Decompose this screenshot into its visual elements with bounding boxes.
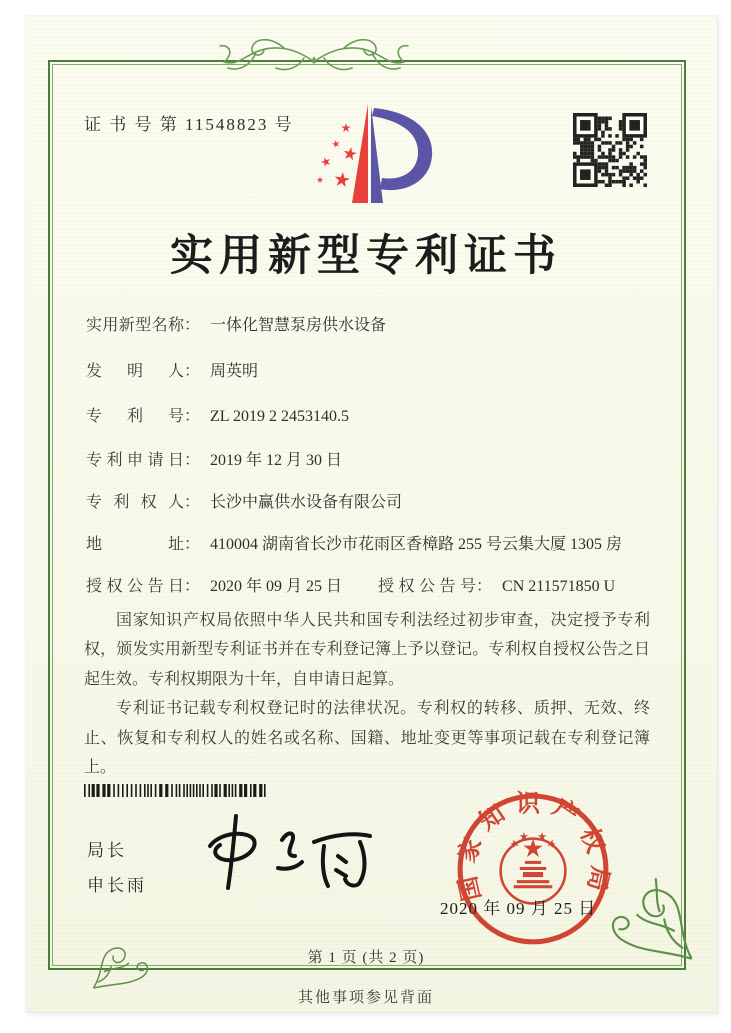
field-colon: ： [184,578,201,595]
field-colon: ： [184,494,201,511]
field-colon: ： [184,408,201,425]
commissioner-name: 申长雨 [87,876,147,895]
field-label: 专利权人 [86,494,184,511]
cnipa-official-seal [452,788,614,950]
legal-paragraph-1: 国家知识产权局依照中华人民共和国专利法经过初步审查，决定授予专利权，颁发实用新型专利证书并在专利登记簿上予以登记。专利权自授权公告之日起生效。专利权期限为十年，自申请日起算。 [84,612,650,688]
legal-paragraph-2: 专利证书记载专利权登记时的法律状况。专利权的转移、质押、无效、终止、恢复和专利权人的姓名或名称、国籍、地址变更等事项记载在专利登记簿上。 [84,700,650,777]
certificate-number: 证 书 号 第 11548823 号 [84,115,294,134]
commissioner-title: 局长 [87,841,127,860]
field-row-patent-number [86,403,666,426]
seal-date: 2020 年 09 月 25 日 [440,899,597,918]
certificate-title: 实用新型专利证书 [170,233,562,280]
barcode [84,784,270,797]
legal-text [84,606,650,783]
field-label: 实用新型名称 [86,317,184,334]
field-colon: ： [184,363,201,380]
field-value: 周英明 [210,363,259,380]
field-row-patentee [86,489,666,512]
back-side-note: 其他事项参见背面 [297,990,434,1006]
field-colon: ： [184,536,201,553]
national-emblem [501,832,566,903]
grant-number-value: CN 211571850 U [502,578,616,595]
field-row-address [86,531,666,554]
field-colon: ： [476,578,493,595]
qr-code [573,113,647,187]
field-row-inventor [86,358,666,381]
certificate-page [26,16,717,1012]
field-row-filing-date [86,447,666,470]
field-value: 一体化智慧泵房供水设备 [210,317,387,334]
field-value: 长沙中赢供水设备有限公司 [210,494,403,511]
field-colon: ： [184,317,201,334]
field-label: 专利申请日 [86,452,184,469]
field-row-grant [86,573,666,596]
cnipa-logo-icon [302,102,442,207]
field-label: 专利号 [86,408,184,425]
field-label: 发明人 [86,363,184,380]
field-label: 地址 [86,536,184,553]
field-colon: ： [184,452,201,469]
field-value: ZL 2019 2 2453140.5 [210,408,349,425]
page-number: 第 1 页 (共 2 页) [307,950,425,966]
grant-date-value: 2020 年 09 月 25 日 [210,578,343,595]
field-row-invention-name [86,312,666,335]
grant-date-label: 授权公告日 [86,578,184,595]
field-value: 2019 年 12 月 30 日 [210,452,343,469]
grant-number-label: 授权公告号 [378,578,476,595]
field-value: 410004 湖南省长沙市花雨区香樟路 255 号云集大厦 1305 房 [210,536,623,553]
seal-text: 国家知识产权局 [452,790,614,904]
handwritten-signature [194,810,384,900]
